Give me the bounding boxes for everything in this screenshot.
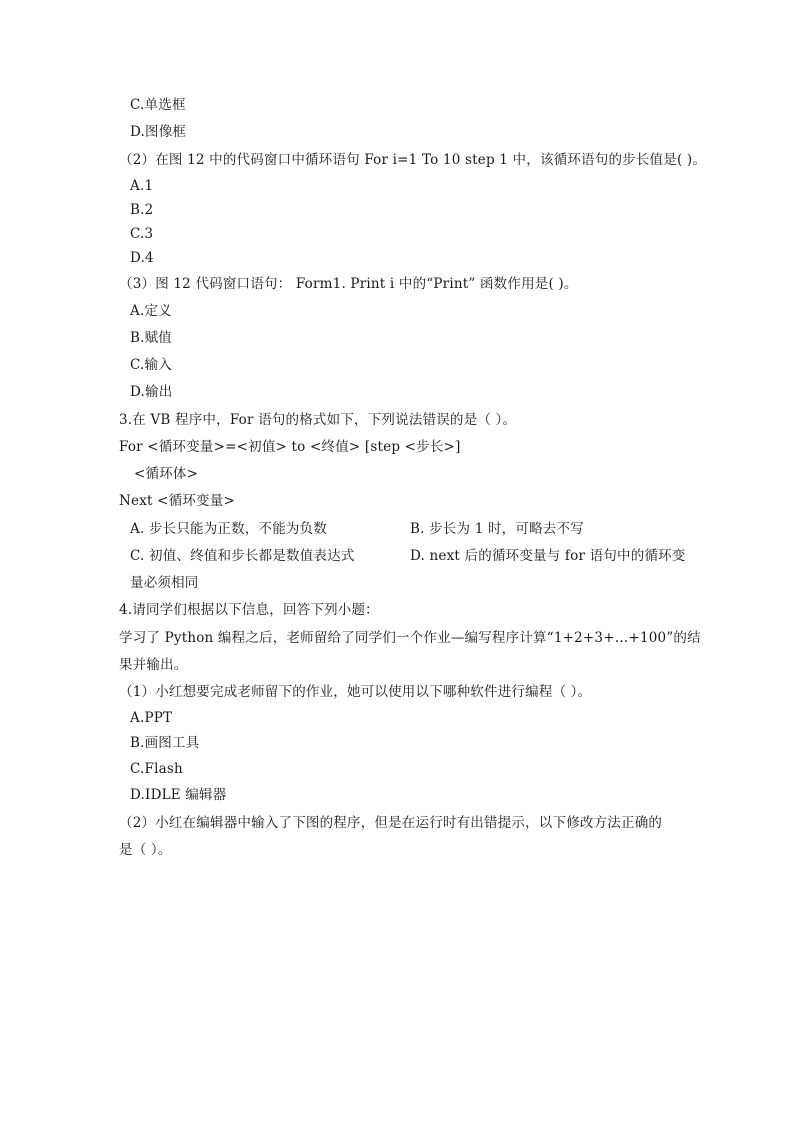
q2-sub3-option-a: A.定义	[130, 303, 172, 319]
q2-sub3-option-b: B.赋值	[130, 330, 173, 346]
q4-sub1-option-d: D.IDLE 编辑器	[130, 787, 227, 803]
q3-option-c: C. 初值、终值和步长都是数值表达式	[130, 548, 355, 564]
q2-sub2-option-a: A.1	[130, 178, 154, 194]
q4-sub2-stem-continued: 是（ ）。	[119, 842, 172, 858]
q4-sub1-option-c: C.Flash	[130, 761, 183, 777]
q2-sub2-stem: （2）在图 12 中的代码窗口中循环语句 For i=1 To 10 step 1 中，该循环语句的步长值是( )。	[119, 152, 707, 168]
q4-stem: 4.请同学们根据以下信息，回答下列小题：	[119, 602, 379, 618]
q2-sub2-option-c: C.3	[130, 226, 154, 242]
q4-sub2-stem: （2）小红在编辑器中输入了下图的程序，但是在运行时有出错提示，以下修改方法正确的	[119, 815, 663, 831]
q3-option-d: D. next 后的循环变量与 for 语句中的循环变	[410, 548, 686, 564]
q2-sub2-option-b: B.2	[130, 202, 154, 218]
q4-sub1-option-b: B.画图工具	[130, 735, 200, 751]
q2-option-d: D.图像框	[130, 124, 187, 140]
q3-code-line-1: For <循环变量>=<初值> to <终值> [step <步长>]	[119, 439, 461, 455]
q3-stem: 3.在 VB 程序中，For 语句的格式如下，下列说法错误的是（ ）。	[119, 412, 517, 428]
q2-sub3-option-d: D.输出	[130, 384, 173, 400]
q2-sub3-option-c: C.输入	[130, 357, 172, 373]
q3-code-line-3: Next <循环变量>	[119, 493, 235, 509]
q3-option-d-continued: 量必须相同	[130, 575, 199, 591]
q2-sub3-stem: （3）图 12 代码窗口语句： Form1. Print i 中的“Print” 函数作用是( )。	[119, 276, 578, 292]
q2-option-c: C.单选框	[130, 97, 186, 113]
q3-code-line-2: <循环体>	[134, 466, 199, 482]
q4-intro-line-1: 学习了 Python 编程之后，老师留给了同学们一个作业—编写程序计算“1+2+3+…+100”的结	[119, 630, 701, 646]
q4-intro-line-2: 果并输出。	[119, 657, 188, 673]
q3-option-a: A. 步长只能为正数，不能为负数	[130, 521, 328, 537]
q2-sub2-option-d: D.4	[130, 250, 154, 266]
q4-sub1-option-a: A.PPT	[130, 710, 173, 726]
q3-option-b: B. 步长为 1 时，可略去不写	[410, 521, 584, 537]
q4-sub1-stem: （1）小红想要完成老师留下的作业，她可以使用以下哪种软件进行编程（ ）。	[119, 684, 592, 700]
